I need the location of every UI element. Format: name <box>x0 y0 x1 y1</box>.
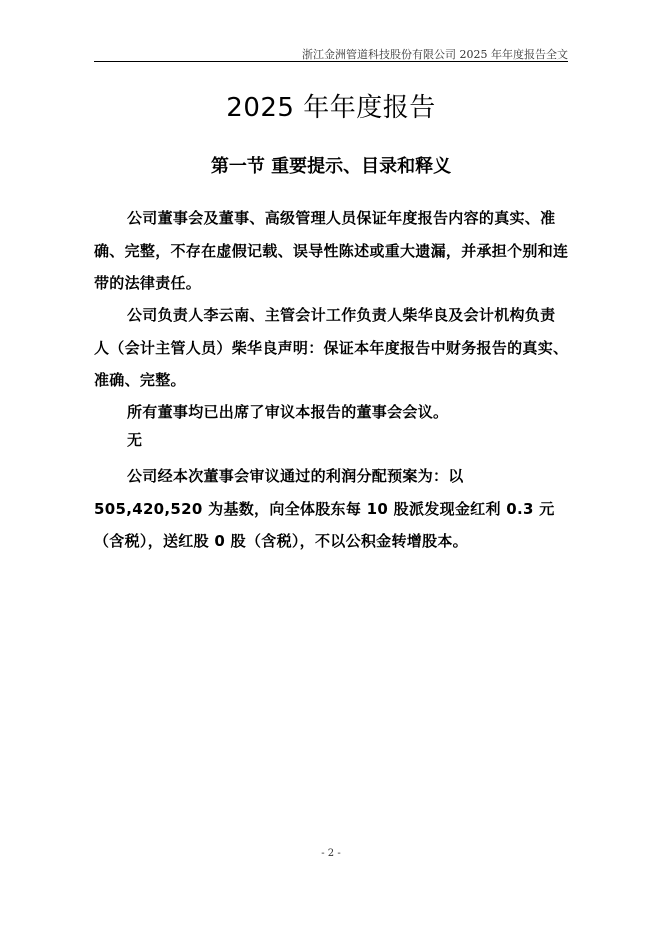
running-header: 浙江金洲管道科技股份有限公司 2025 年年度报告全文 <box>302 48 568 61</box>
page-number: - 2 - <box>321 848 341 859</box>
header-divider <box>94 61 568 62</box>
paragraph-text: 所有董事均已出席了审议本报告的董事会会议。 <box>127 403 449 421</box>
section-title: 第一节 重要提示、目录和释义 <box>210 156 452 177</box>
paragraph-text: 公司负责人李云南、主管会计工作负责人柴华良及会计机构负责人（会计主管人员）柴华良声明：保证本年度报告中财务报告的真实、准确、完整。 <box>94 306 569 389</box>
paragraph-text: 无 <box>127 431 143 449</box>
report-title: 2025 年年度报告 <box>226 93 436 123</box>
responsible-persons-statement-paragraph <box>94 299 570 397</box>
paragraph-text: 公司董事会及董事、高级管理人员保证年度报告内容的真实、准确、完整，不存在虚假记载、误导性陈述或重大遗漏，并承担个别和连带的法律责任。 <box>94 209 569 292</box>
paragraph-text: 公司经本次董事会审议通过的利润分配预案为：以 505,420,520 为基数，向全体股东每 10 股派发现金红利 0.3 元（含税），送红股 0 股（含税），不以公积金转增股本。 <box>94 467 555 550</box>
profit-distribution-paragraph <box>94 460 570 558</box>
none-paragraph <box>94 424 570 457</box>
board-guarantee-paragraph <box>94 202 570 300</box>
